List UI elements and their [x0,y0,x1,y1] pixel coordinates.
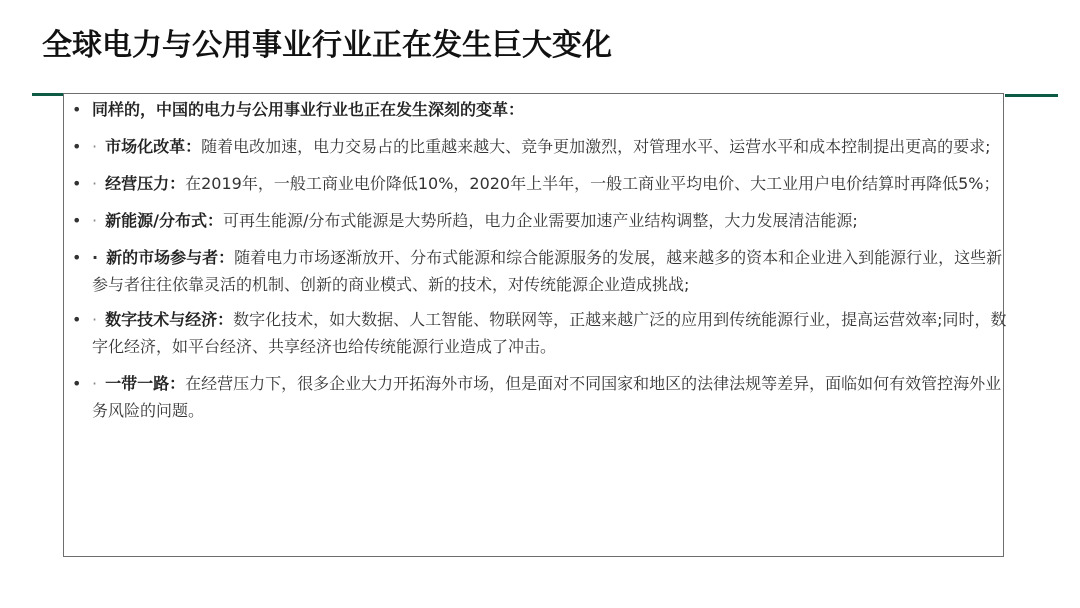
title-underline-left [32,93,64,96]
bullet-list [70,96,1014,424]
sub-dot-icon: · [92,174,98,193]
item-term: 新的市场参与者： [106,248,235,267]
item-term: 市场化改革： [105,137,202,156]
item-text: 在2019年，一般工商业电价降低10%，2020年上半年，一般工商业平均电价、大工业用户电价结算时再降低5%； [185,174,1000,193]
bullet-dot-icon: • [72,174,82,193]
item-text: 可再生能源/分布式能源是大势所趋，电力企业需要加速产业结构调整，大力发展清洁能源; [222,211,858,230]
list-item-new-participants [70,244,1014,298]
list-item-belt-and-road [70,370,1014,424]
list-item-operating-pressure [70,170,1014,197]
bullet-dot-icon: • [72,100,82,119]
item-term: 一带一路： [105,374,186,393]
bullet-dot-icon: • [72,374,82,393]
sub-dot-icon: · [92,248,99,267]
sub-dot-icon: · [92,211,98,230]
item-term: 经营压力： [105,174,186,193]
list-item-digital-economy [70,306,1014,360]
sub-dot-icon: · [92,310,98,329]
bullet-dot-icon: • [72,137,82,156]
item-text: 随着电改加速，电力交易占的比重越来越大、竞争更加激烈，对管理水平、运营水平和成本控制提出更高的要求; [201,137,991,156]
sub-dot-icon: · [92,137,98,156]
intro-text: 同样的，中国的电力与公用事业行业也正在发生深刻的变革： [92,100,525,119]
item-text: 数字化技术，如大数据、人工智能、物联网等，正越来越广泛的应用到传统能源行业，提高运营效率;同时，数字化经济，如平台经济、共享经济也给传统能源行业造成了冲击。 [92,310,1007,356]
sub-dot-icon: · [92,374,98,393]
bullet-dot-icon: • [72,248,82,267]
item-term: 新能源/分布式： [105,211,223,230]
list-item-market-reform [70,133,1014,160]
bullet-dot-icon: • [72,211,82,230]
intro-bullet [70,96,1014,123]
list-item-new-energy [70,207,1014,234]
item-term: 数字技术与经济： [105,310,234,329]
slide-title: 全球电力与公用事业行业正在发生巨大变化 [42,28,612,63]
bullet-dot-icon: • [72,310,82,329]
item-text: 随着电力市场逐渐放开、分布式能源和综合能源服务的发展，越来越多的资本和企业进入到能源行业，这些新参与者往往依靠灵活的机制、创新的商业模式、新的技术，对传统能源企业造成挑战; [92,248,1003,294]
item-text: 在经营压力下，很多企业大力开拓海外市场，但是面对不同国家和地区的法律法规等差异，面临如何有效管控海外业务风险的问题。 [92,374,1002,420]
